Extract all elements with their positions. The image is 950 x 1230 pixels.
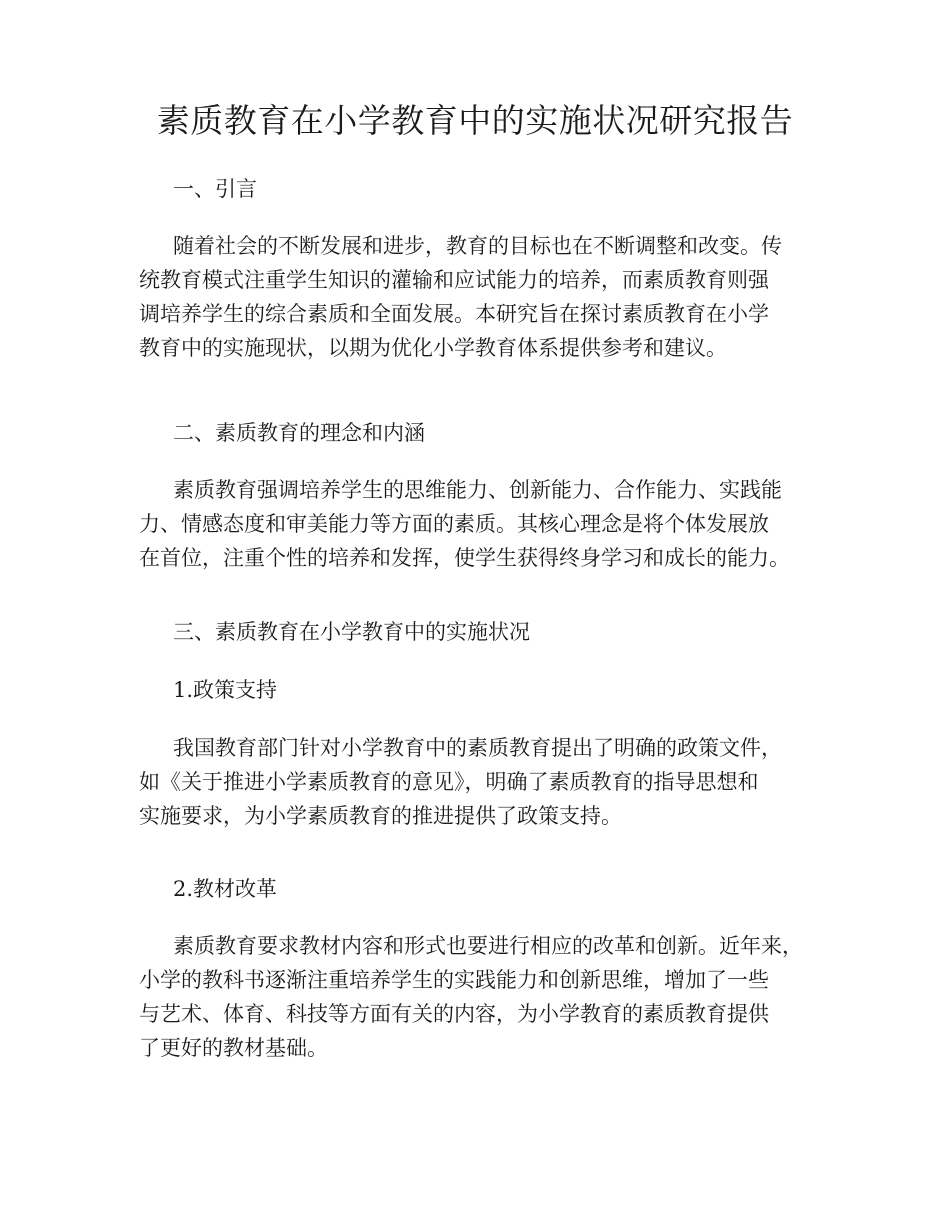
paragraph-line: 与艺术、体育、科技等方面有关的内容，为小学教育的素质教育提供 — [139, 1002, 769, 1026]
paragraph-line: 教育中的实施现状，以期为优化小学教育体系提供参考和建议。 — [139, 336, 727, 360]
document-title: 素质教育在小学教育中的实施状况研究报告 — [156, 101, 794, 140]
paragraph-policy — [139, 731, 839, 833]
paragraph-introduction — [139, 229, 839, 365]
paragraph-line: 在首位，注重个性的培养和发挥，使学生获得终身学习和成长的能力。 — [139, 546, 790, 570]
section-heading-concept: 二、素质教育的理念和内涵 — [173, 421, 425, 445]
paragraph-line: 实施要求，为小学素质教育的推进提供了政策支持。 — [139, 804, 622, 828]
section-heading-introduction: 一、引言 — [173, 177, 257, 201]
paragraph-textbook — [139, 929, 839, 1065]
paragraph-line: 调培养学生的综合素质和全面发展。本研究旨在探讨素质教育在小学 — [139, 302, 769, 326]
paragraph-line: 随着社会的不断发展和进步，教育的目标也在不断调整和改变。传 — [173, 234, 782, 258]
section-heading-implementation: 三、素质教育在小学教育中的实施状况 — [173, 620, 530, 644]
paragraph-line: 素质教育强调培养学生的思维能力、创新能力、合作能力、实践能 — [173, 478, 782, 502]
paragraph-line: 了更好的教材基础。 — [139, 1036, 328, 1060]
paragraph-line: 力、情感态度和审美能力等方面的素质。其核心理念是将个体发展放 — [139, 512, 769, 536]
subsection-heading-policy: 1.政策支持 — [173, 678, 278, 702]
subsection-heading-textbook: 2.教材改革 — [173, 877, 278, 901]
paragraph-line: 如《关于推进小学素质教育的意见》，明确了素质教育的指导思想和 — [139, 770, 759, 794]
paragraph-line: 统教育模式注重学生知识的灌输和应试能力的培养，而素质教育则强 — [139, 268, 769, 292]
paragraph-concept — [139, 473, 839, 575]
paragraph-line: 小学的教科书逐渐注重培养学生的实践能力和创新思维，增加了一些 — [139, 968, 769, 992]
paragraph-line: 素质教育要求教材内容和形式也要进行相应的改革和创新。近年来， — [173, 934, 803, 958]
paragraph-line: 我国教育部门针对小学教育中的素质教育提出了明确的政策文件， — [173, 736, 782, 760]
